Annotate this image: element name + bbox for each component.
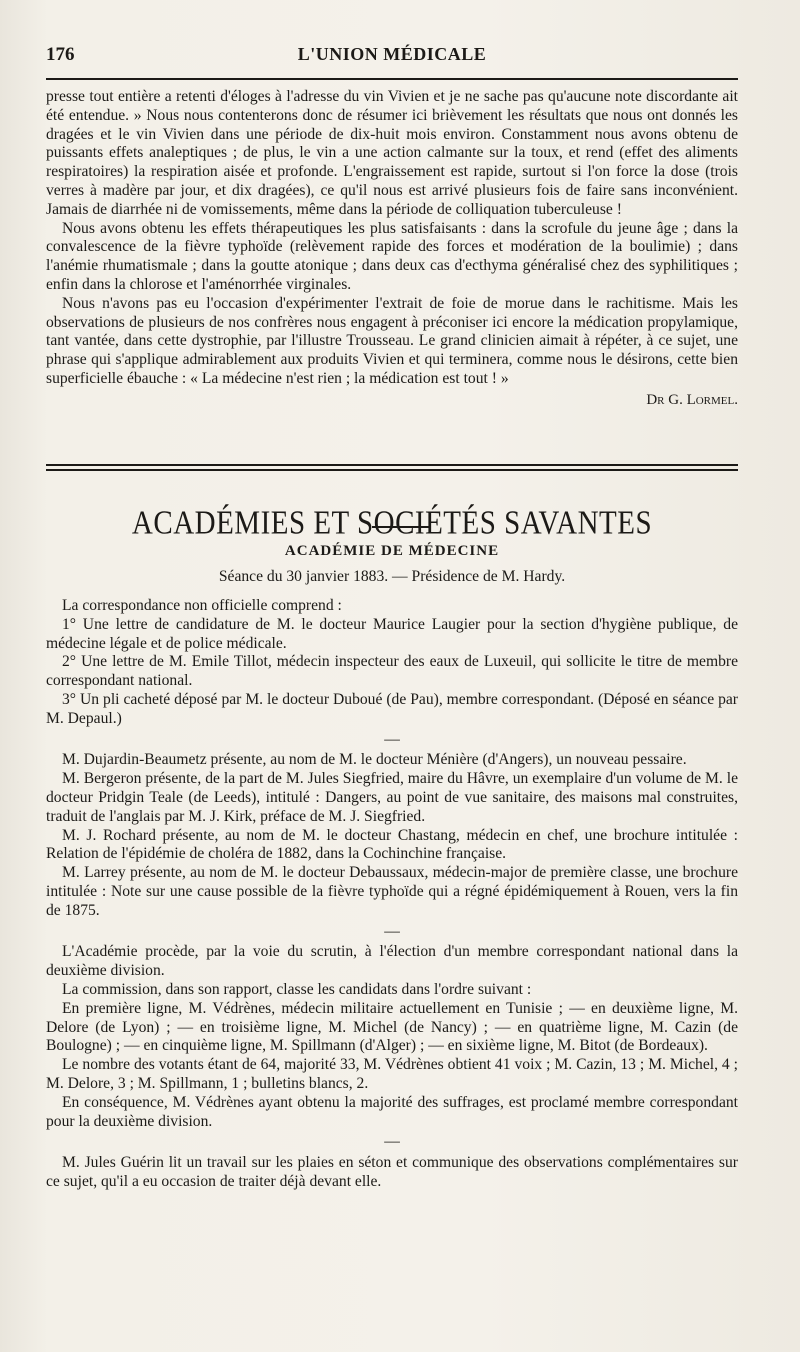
article-paragraph: Nous n'avons pas eu l'occasion d'expérimenter l'extrait de foie de morue dans le rachitisme. Mais les observations de plusieurs de nos confrères nous engagent à préconiser ici encore la médication propylamique, tant vantée, dans cette dystrophie, par l'illustre Trousseau. Le grand clinicien aimait à répéter, à ce sujet, une phrase qui s'applique admirablement aux produits Vivien et qui terminera, comme nous le désirons, cette bien superficielle ébauche : « La médecine n'est rien ; la médication est tout ! » <box>46 294 738 387</box>
election-paragraph: En première ligne, M. Védrènes, médecin militaire actuellement en Tunisie ; — en deuxième ligne, M. Delore (de Lyon) ; — en troisième ligne, M. Michel (de Nancy) ; — en quatrième ligne, M. Cazin (de Boulogne) ; — en cinquième ligne, M. Spillmann (d'Alger) ; — en sixième ligne, M. Bitot (de Bordeaux). <box>46 999 738 1055</box>
session-line: Séance du 30 janvier 1883. — Présidence de M. Hardy. <box>218 568 566 585</box>
page-header <box>46 44 738 70</box>
presentation: M. Larrey présente, au nom de M. le docteur Debaussaux, médecin-major de première classe, une brochure intitulée : Note sur une cause possible de la fièvre typhoïde qui a régné épidémiquement à Rouen, vers la fin de 1875. <box>46 864 738 919</box>
article-paragraph: presse tout entière a retenti d'éloges à l'adresse du vin Vivien et je ne sache pas qu'aucune note discordante ait été entendue. » Nous nous contenterons donc de résumer ici brièvement les résultats que nous ont donnés les dragées et le vin Vivien dans une période de dix-huit mois environ. Constamment nous avons obtenu de puissants effets analeptiques ; de plus, le vin a une action calmante sur la toux, et rend (effet des aliments respiratoires) la respiration aisée et profonde. L'engraissement est rapide, surtout si l'on force la dose (trois verres à madère par jour, et dix dragées), ce qu'il nous est arrivé plusieurs fois de faire sans inconvénient. Jamais de diarrhée ni de vomissements, même dans la période de colliquation tuberculeuse ! <box>46 88 738 218</box>
correspondence-item: 1° Une lettre de candidature de M. le docteur Maurice Laugier pour la section d'hygiène publique, de médecine légale et de police médicale. <box>46 615 738 652</box>
subsection-title: ACADÉMIE DE MÉDECINE <box>284 543 500 559</box>
title-short-rule <box>372 526 430 528</box>
correspondence-item: 3° Un pli cacheté déposé par M. le docteur Duboué (de Pau), membre correspondant. (Déposé en séance par M. Depaul.) <box>46 690 738 727</box>
presentation: M. Dujardin-Beaumetz présente, au nom de M. le docteur Ménière (d'Angers), un nouveau pessaire. <box>62 751 687 769</box>
election-paragraph: En conséquence, M. Védrènes ayant obtenu la majorité des suffrages, est proclamé membre correspondant pour la deuxième division. <box>46 1093 738 1130</box>
article-continuation <box>46 88 738 410</box>
minutes-body <box>46 597 738 1192</box>
election-paragraph: L'Académie procède, par la voie du scrutin, à l'élection d'un membre correspondant national dans la deuxième division. <box>46 943 738 980</box>
article-paragraph: Nous avons obtenu les effets thérapeutiques les plus satisfaisants : dans la scrofule du jeune âge ; dans la convalescence de la fièvre typhoïde (relèvement rapide des forces et modération de la boulimie) ; dans l'anémie rhumatismale ; dans la goutte atonique ; dans deux cas d'ecthyma généralisé chez des syphilitiques ; enfin dans la chlorose et l'aménorrhée virginales. <box>46 219 738 293</box>
running-head: L'UNION MÉDICALE <box>297 44 487 64</box>
election-paragraph: La commission, dans son rapport, classe les candidats dans l'ordre suivant : <box>62 980 532 998</box>
separator-dash: — <box>384 1133 400 1151</box>
page-number: 176 <box>46 44 75 65</box>
separator-dash: — <box>384 730 400 748</box>
separator-dash: — <box>384 922 400 940</box>
presentation: M. J. Rochard présente, au nom de M. le docteur Chastang, médecin en chef, une brochure intitulée : Relation de l'épidémie de choléra de 1882, dans la Cochinchine française. <box>46 826 738 863</box>
section-title: ACADÉMIES ET SOCIÉTÉS SAVANTES <box>131 504 653 542</box>
election-paragraph: Le nombre des votants étant de 64, majorité 33, M. Védrènes obtient 41 voix ; M. Cazin, 13 ; M. Michel, 4 ; M. Delore, 3 ; M. Spillmann, 1 ; bulletins blancs, 2. <box>46 1056 738 1092</box>
correspondence-intro: La correspondance non officielle comprend : <box>62 597 342 614</box>
presentation: M. Bergeron présente, de la part de M. Jules Siegfried, maire du Hâvre, un exemplaire d'un volume de M. le docteur Pridgin Teale (de Leeds), intitulé : Dangers, au point de vue sanitaire, des maisons mal construites, traduit de l'anglais par M. J. Kirk, préface de M. J. Siegfried. <box>46 770 738 825</box>
closing-paragraph: M. Jules Guérin lit un travail sur les plaies en séton et communique des observations complémentaires sur ce sujet, qu'il a eu occasion de traiter déjà devant elle. <box>46 1154 738 1190</box>
header-rule <box>46 78 738 80</box>
author-signature: Dr G. Lormel. <box>646 391 738 408</box>
correspondence-item: 2° Une lettre de M. Emile Tillot, médecin inspecteur des eaux de Luxeuil, qui sollicite le titre de membre correspondant national. <box>46 653 738 690</box>
